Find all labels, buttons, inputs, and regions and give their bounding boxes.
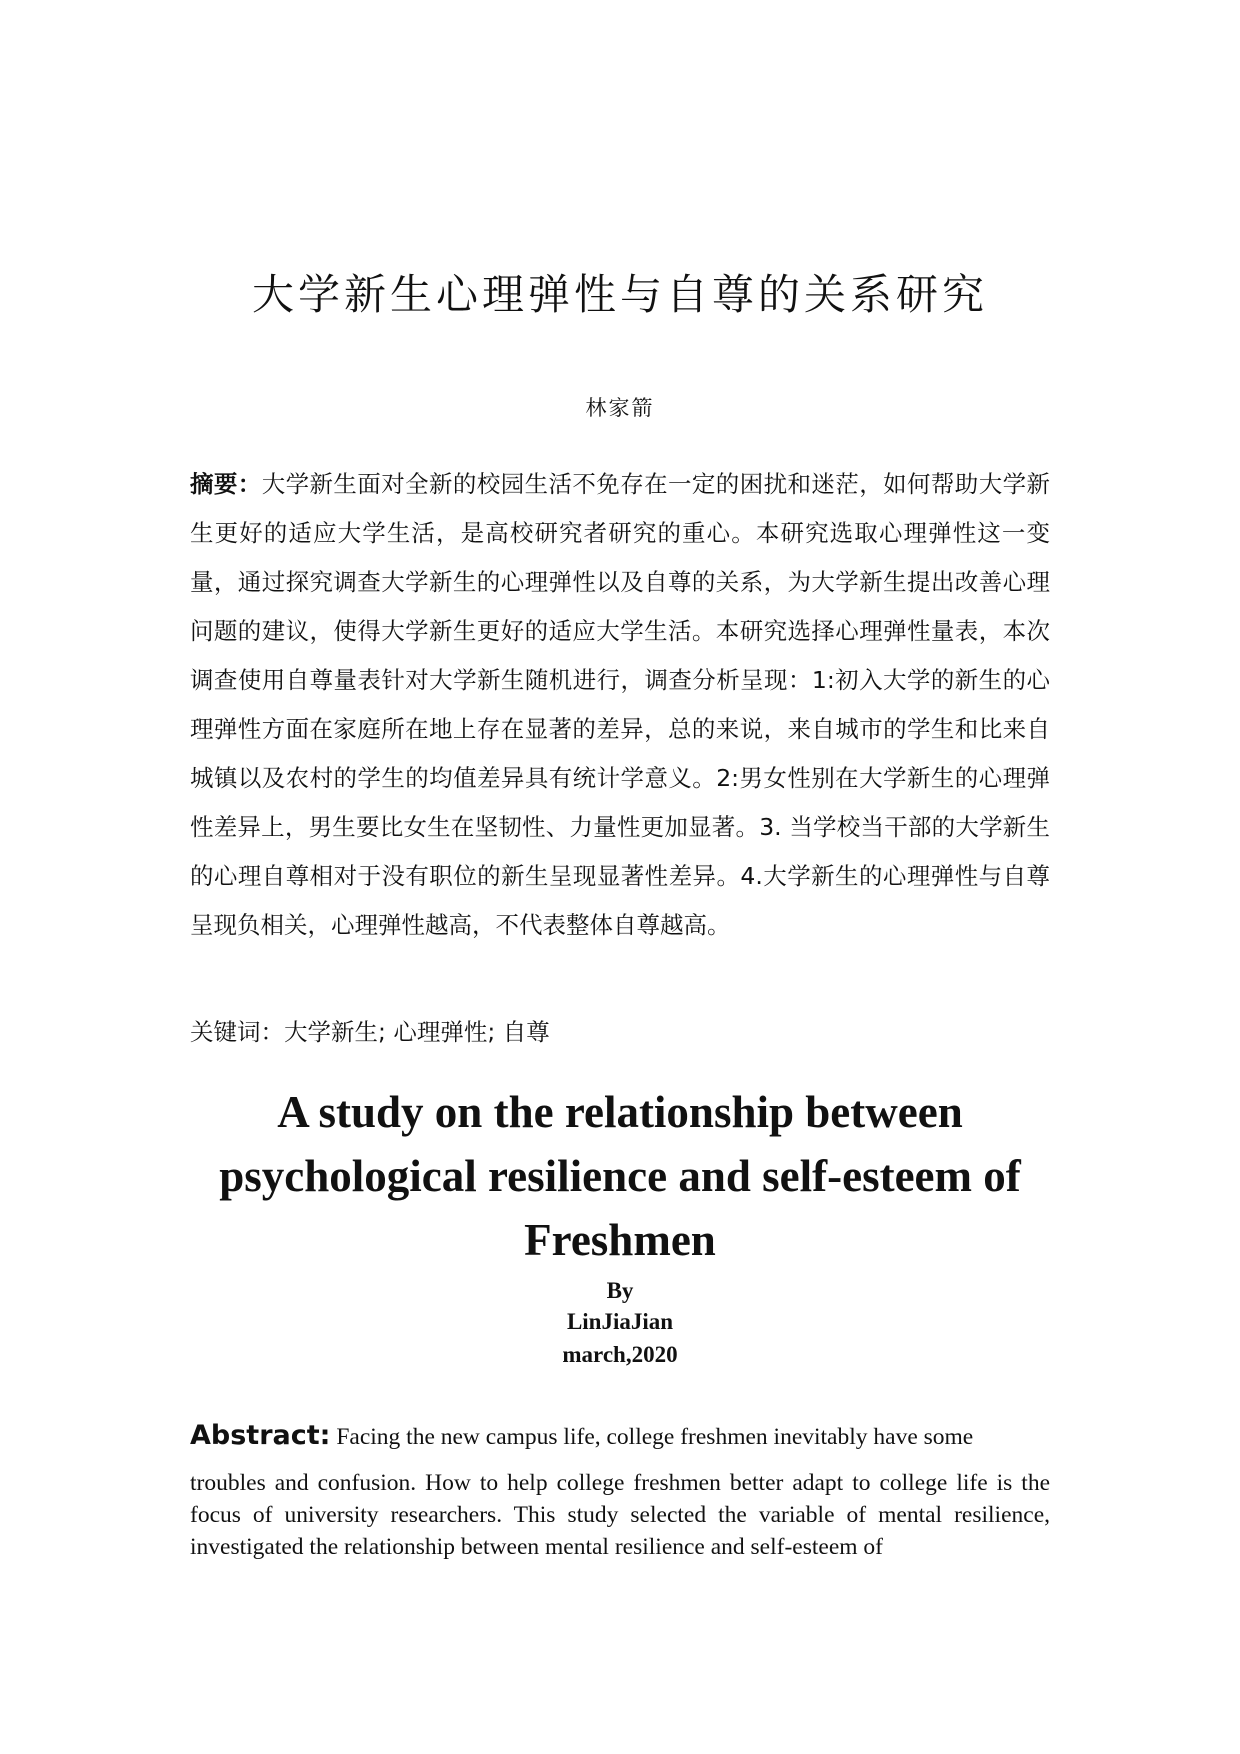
english-abstract-body: troubles and confusion. How to help college freshmen better adapt to college life is the focus of university researchers. This study selected the variable of mental resilience, investigated the relationship between mental resilience and self-esteem of	[190, 1470, 1050, 1560]
chinese-abstract-text: 大学新生面对全新的校园生活不免存在一定的困扰和迷茫，如何帮助大学新生更好的适应大学生活，是高校研究者研究的重心。本研究选取心理弹性这一变量，通过探究调查大学新生的心理弹性以及自尊的关系，为大学新生提出改善心理问题的建议，使得大学新生更好的适应大学生活。本研究选择心理弹性量表，本次调查使用自尊量表针对大学新生随机进行，调查分析呈现：1:初入大学的新生的心理弹性方面在家庭所在地上存在显著的差异，总的来说，来自城市的学生和比来自城镇以及农村的学生的均值差异具有统计学意义。2:男女性别在大学新生的心理弹性差异上，男生要比女生在坚韧性、力量性更加显著。3. 当学校当干部的大学新生的心理自尊相对于没有职位的新生呈现显著性差异。4.大学新生的心理弹性与自尊呈现负相关，心理弹性越高，不代表整体自尊越高。	[190, 470, 1051, 939]
chinese-keywords-text: 大学新生; 心理弹性; 自尊	[284, 1018, 550, 1046]
english-abstract-first-line	[190, 1412, 1050, 1461]
english-author: LinJiaJian	[566, 1309, 674, 1334]
english-abstract	[190, 1412, 1050, 1563]
chinese-title: 大学新生心理弹性与自尊的关系研究	[251, 270, 988, 319]
chinese-keywords	[190, 1008, 1050, 1057]
english-abstract-label: Abstract:	[190, 1420, 331, 1451]
chinese-abstract	[190, 460, 1050, 950]
chinese-abstract-label: 摘要：	[190, 470, 262, 498]
english-abstract-first-text: Facing the new campus life, college freshmen inevitably have some	[336, 1424, 974, 1450]
chinese-keywords-label: 关键词：	[190, 1018, 284, 1046]
chinese-author: 林家箭	[585, 396, 655, 420]
english-by: By	[606, 1278, 634, 1303]
english-title: A study on the relationship between psychological resilience and self-esteem of Freshmen	[219, 1087, 1021, 1265]
english-date: march,2020	[562, 1342, 678, 1367]
